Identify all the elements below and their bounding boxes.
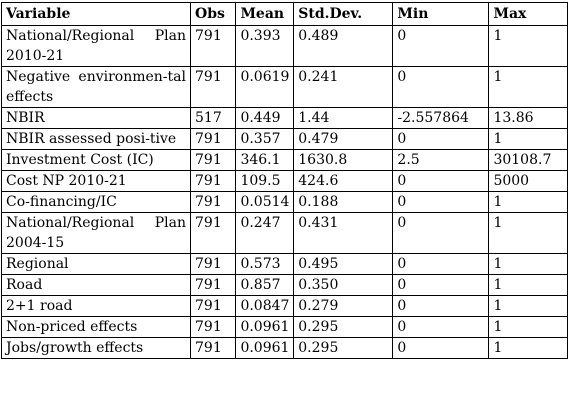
cell-variable: NBIR assessed posi-tive bbox=[2, 129, 191, 150]
cell-std-dev: 0.350 bbox=[294, 275, 393, 296]
cell-max: 1 bbox=[489, 275, 568, 296]
cell-min: 0 bbox=[393, 338, 489, 359]
cell-max: 1 bbox=[489, 254, 568, 275]
cell-mean: 0.247 bbox=[236, 213, 294, 254]
table-row bbox=[2, 317, 568, 338]
cell-mean: 0.0961 bbox=[236, 317, 294, 338]
cell-variable: Jobs/growth effects bbox=[2, 338, 191, 359]
cell-min: 0 bbox=[393, 275, 489, 296]
cell-max: 5000 bbox=[489, 171, 568, 192]
cell-variable: Cost NP 2010-21 bbox=[2, 171, 191, 192]
cell-variable: NBIR bbox=[2, 108, 191, 129]
cell-obs: 791 bbox=[191, 254, 236, 275]
table-row bbox=[2, 108, 568, 129]
table-row bbox=[2, 67, 568, 108]
cell-max: 30108.7 bbox=[489, 150, 568, 171]
cell-mean: 346.1 bbox=[236, 150, 294, 171]
cell-mean: 0.393 bbox=[236, 26, 294, 67]
cell-obs: 517 bbox=[191, 108, 236, 129]
cell-std-dev: 0.295 bbox=[294, 338, 393, 359]
cell-std-dev: 0.489 bbox=[294, 26, 393, 67]
header-variable: Variable bbox=[2, 3, 191, 26]
cell-variable: Regional bbox=[2, 254, 191, 275]
cell-max: 1 bbox=[489, 213, 568, 254]
header-row bbox=[2, 3, 568, 26]
cell-mean: 0.0847 bbox=[236, 296, 294, 317]
cell-variable: Road bbox=[2, 275, 191, 296]
cell-max: 1 bbox=[489, 67, 568, 108]
cell-std-dev: 1.44 bbox=[294, 108, 393, 129]
cell-obs: 791 bbox=[191, 129, 236, 150]
cell-variable: National/Regional Plan 2010-21 bbox=[2, 26, 191, 67]
cell-obs: 791 bbox=[191, 275, 236, 296]
cell-std-dev: 0.431 bbox=[294, 213, 393, 254]
cell-obs: 791 bbox=[191, 213, 236, 254]
cell-min: 0 bbox=[393, 67, 489, 108]
cell-obs: 791 bbox=[191, 171, 236, 192]
cell-max: 1 bbox=[489, 317, 568, 338]
cell-min: 0 bbox=[393, 171, 489, 192]
cell-mean: 0.0514 bbox=[236, 192, 294, 213]
header-min: Min bbox=[393, 3, 489, 26]
cell-max: 1 bbox=[489, 338, 568, 359]
cell-mean: 0.0619 bbox=[236, 67, 294, 108]
table-row bbox=[2, 26, 568, 67]
cell-mean: 0.573 bbox=[236, 254, 294, 275]
cell-obs: 791 bbox=[191, 317, 236, 338]
summary-statistics-table bbox=[1, 2, 568, 359]
cell-min: -2.557864 bbox=[393, 108, 489, 129]
table-row bbox=[2, 129, 568, 150]
cell-min: 0 bbox=[393, 296, 489, 317]
cell-variable: 2+1 road bbox=[2, 296, 191, 317]
cell-min: 2.5 bbox=[393, 150, 489, 171]
header-std-dev: Std.Dev. bbox=[294, 3, 393, 26]
cell-std-dev: 0.295 bbox=[294, 317, 393, 338]
cell-obs: 791 bbox=[191, 26, 236, 67]
table-row bbox=[2, 213, 568, 254]
cell-variable: Co-financing/IC bbox=[2, 192, 191, 213]
cell-min: 0 bbox=[393, 129, 489, 150]
cell-std-dev: 0.241 bbox=[294, 67, 393, 108]
cell-mean: 0.857 bbox=[236, 275, 294, 296]
table-row bbox=[2, 254, 568, 275]
cell-mean: 109.5 bbox=[236, 171, 294, 192]
cell-obs: 791 bbox=[191, 296, 236, 317]
cell-obs: 791 bbox=[191, 192, 236, 213]
cell-mean: 0.449 bbox=[236, 108, 294, 129]
cell-mean: 0.0961 bbox=[236, 338, 294, 359]
cell-std-dev: 0.279 bbox=[294, 296, 393, 317]
cell-variable: Negative environmen-tal effects bbox=[2, 67, 191, 108]
table-row bbox=[2, 171, 568, 192]
table-row bbox=[2, 275, 568, 296]
cell-max: 1 bbox=[489, 296, 568, 317]
table-row bbox=[2, 338, 568, 359]
cell-max: 1 bbox=[489, 129, 568, 150]
cell-std-dev: 424.6 bbox=[294, 171, 393, 192]
table-row bbox=[2, 150, 568, 171]
header-mean: Mean bbox=[236, 3, 294, 26]
cell-std-dev: 0.188 bbox=[294, 192, 393, 213]
cell-variable: Investment Cost (IC) bbox=[2, 150, 191, 171]
cell-obs: 791 bbox=[191, 338, 236, 359]
cell-obs: 791 bbox=[191, 67, 236, 108]
cell-obs: 791 bbox=[191, 150, 236, 171]
header-obs: Obs bbox=[191, 3, 236, 26]
cell-min: 0 bbox=[393, 26, 489, 67]
cell-min: 0 bbox=[393, 213, 489, 254]
cell-max: 1 bbox=[489, 192, 568, 213]
cell-std-dev: 1630.8 bbox=[294, 150, 393, 171]
cell-std-dev: 0.495 bbox=[294, 254, 393, 275]
table-row bbox=[2, 192, 568, 213]
cell-variable: National/Regional Plan 2004-15 bbox=[2, 213, 191, 254]
cell-min: 0 bbox=[393, 317, 489, 338]
cell-variable: Non-priced effects bbox=[2, 317, 191, 338]
table-row bbox=[2, 296, 568, 317]
cell-min: 0 bbox=[393, 254, 489, 275]
cell-min: 0 bbox=[393, 192, 489, 213]
cell-max: 13.86 bbox=[489, 108, 568, 129]
cell-mean: 0.357 bbox=[236, 129, 294, 150]
cell-std-dev: 0.479 bbox=[294, 129, 393, 150]
header-max: Max bbox=[489, 3, 568, 26]
cell-max: 1 bbox=[489, 26, 568, 67]
